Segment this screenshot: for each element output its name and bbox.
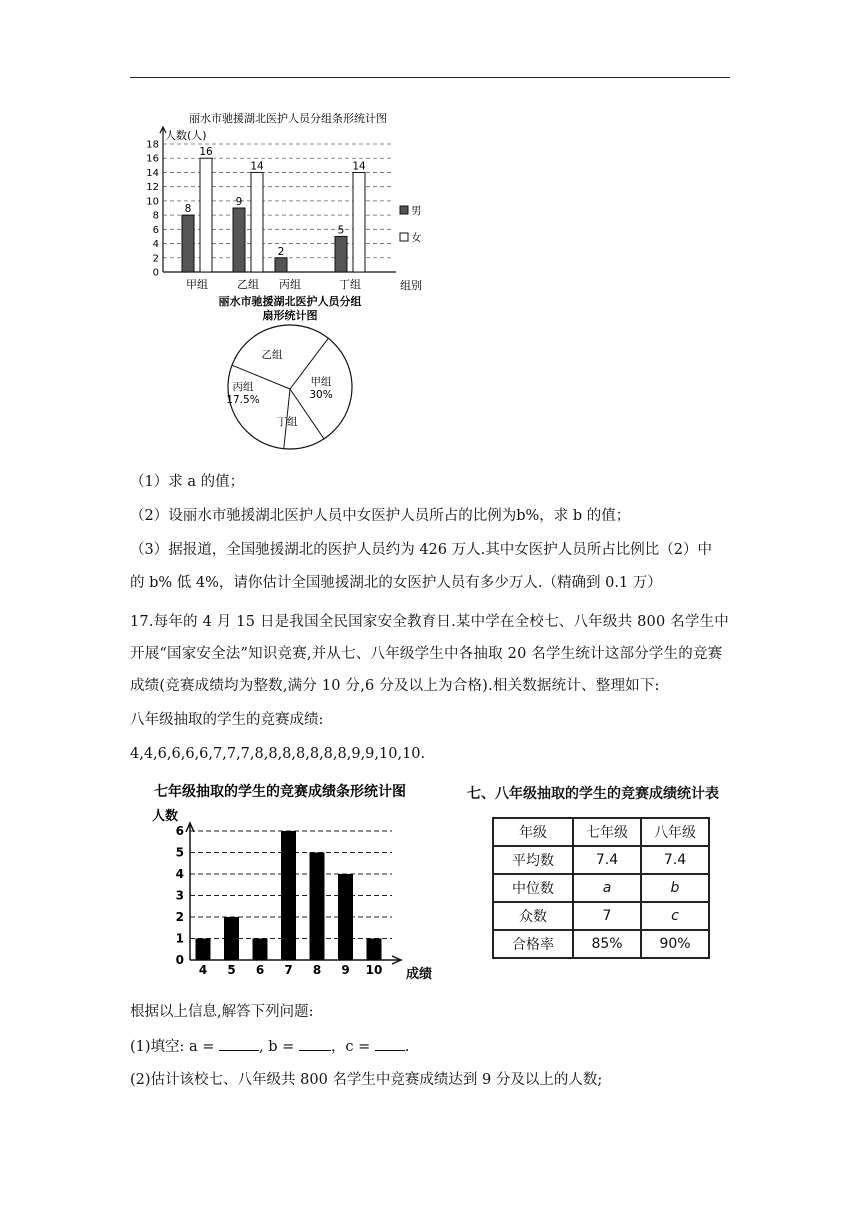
- table-cell: 众数: [493, 902, 573, 930]
- y-tick-label: 8: [152, 210, 159, 222]
- medical-staff-bar-svg: [130, 108, 430, 293]
- table-cell: 中位数: [493, 874, 573, 902]
- table-header-row: [493, 818, 709, 846]
- grade7-bar-chart: [140, 780, 440, 989]
- table-row: [493, 930, 709, 958]
- bar-male: [182, 215, 194, 272]
- blank-b[interactable]: [299, 1036, 331, 1051]
- y-tick-label: 12: [146, 182, 159, 194]
- legend-swatch-female: [400, 233, 408, 241]
- bar: [310, 853, 325, 961]
- x-tick-label: 丙组: [279, 278, 301, 291]
- pie-slice-label: 乙组: [261, 349, 283, 361]
- x-tick-label: 10: [365, 963, 383, 977]
- table-cell: a: [573, 874, 641, 902]
- fill-in-question: [130, 1036, 730, 1057]
- y-tick-label: 4: [152, 239, 159, 251]
- table-cell: 7: [573, 902, 641, 930]
- data-label: 8: [184, 203, 192, 216]
- x-tick-label: 6: [255, 963, 265, 977]
- bar: [367, 939, 382, 961]
- medical-staff-bar-chart: [130, 108, 430, 297]
- blank-a[interactable]: [219, 1036, 259, 1051]
- pie-title-line1: 丽水市驰援湖北医护人员分组: [218, 295, 362, 308]
- intro-text: 根据以上信息,解答下列问题:: [130, 1004, 314, 1020]
- x-tick-label: 5: [227, 963, 236, 977]
- y-tick-label: 0: [152, 267, 159, 279]
- bar-male: [233, 208, 245, 272]
- y-tick-label: 16: [146, 153, 159, 165]
- pie-slice-label: 丙组: [232, 381, 254, 393]
- y-axis-label: 人数(人): [165, 129, 207, 142]
- stats-table-block: [452, 783, 734, 959]
- question-1: （1）求 a 的值；: [130, 474, 245, 490]
- grade7-bar-svg: [140, 780, 440, 985]
- bar-female: [251, 172, 263, 272]
- data-label: 14: [250, 160, 264, 173]
- x-tick-label: 9: [341, 963, 350, 977]
- bar: [281, 831, 296, 960]
- pie-slice-label: 甲组: [310, 376, 332, 388]
- table-cell: 90%: [641, 930, 709, 958]
- header-rule: [130, 77, 730, 78]
- legend-swatch-male: [400, 206, 408, 214]
- y-tick-label: 18: [146, 139, 159, 151]
- bar-female: [353, 172, 365, 272]
- y-tick-label: 4: [175, 867, 184, 881]
- x-tick-label: 4: [198, 963, 208, 977]
- chart-title: 七年级抽取的学生的竞赛成绩条形统计图: [154, 784, 406, 800]
- bar-male: [335, 236, 347, 272]
- y-tick-label: 5: [175, 845, 184, 860]
- y-tick-label: 2: [152, 253, 159, 265]
- table-row: [493, 874, 709, 902]
- grade8-scores: 4,4,6,6,6,6,7,7,7,8,8,8,8,8,8,8,9,9,10,10.: [130, 746, 426, 762]
- pie-slice-label: 丁组: [276, 416, 298, 428]
- table-cell: 平均数: [493, 846, 573, 874]
- y-tick-label: 6: [175, 824, 184, 838]
- chart-title: 丽水市驰援湖北医护人员分组条形统计图: [189, 112, 387, 125]
- table-title: 七、八年级抽取的学生的竞赛成绩统计表: [467, 786, 719, 802]
- question-2b: (2)估计该校七、八年级共 800 名学生中竞赛成绩达到 9 分及以上的人数;: [130, 1072, 603, 1088]
- pie-slice-value: 17.5%: [226, 394, 260, 406]
- grade8-scores-title: 八年级抽取的学生的竞赛成绩:: [130, 712, 324, 728]
- x-tick-label: 丁组: [339, 278, 361, 291]
- x-tick-label: 7: [284, 963, 293, 977]
- y-tick-label: 2: [175, 910, 184, 924]
- pie-slice-value: 30%: [309, 389, 333, 401]
- x-tick-label: 乙组: [237, 278, 259, 291]
- x-axis-label: 成绩: [406, 967, 433, 982]
- problem-17: 17.每年的 4 月 15 日是我国全民国家安全教育日.某中学在全校七、八年级共 800 名学生中开展“国家安全法”知识竞赛,并从七、八年级学生中各抽取 20 名学生统计这部分学生的竞赛成绩(竞赛成绩均为整数,满分 10 分,6 分及以上为合格).相关数据统计、整理如下:: [130, 614, 729, 694]
- data-label: 14: [352, 160, 366, 173]
- y-tick-label: 1: [175, 931, 184, 946]
- medical-staff-pie-chart: [210, 292, 370, 461]
- bar: [196, 939, 211, 961]
- table-row: [493, 902, 709, 930]
- bar-male: [275, 258, 287, 272]
- y-tick-label: 10: [146, 196, 159, 208]
- fill-c-label: ，c =: [330, 1039, 371, 1055]
- table-cell: b: [641, 874, 709, 902]
- x-axis-label: 组别: [400, 279, 422, 292]
- fill-end: .: [404, 1039, 410, 1055]
- question-3-line2: 的 b% 低 4%，请你估计全国驰援湖北的女医护人员有多少万人.（精确到 0.1 万）: [130, 575, 662, 591]
- x-tick-label: 甲组: [186, 278, 208, 291]
- table-header-cell: 八年级: [641, 818, 709, 846]
- y-tick-label: 6: [152, 224, 159, 236]
- data-label: 5: [337, 224, 345, 237]
- table-cell: 85%: [573, 930, 641, 958]
- table-cell: c: [641, 902, 709, 930]
- y-tick-label: 0: [175, 953, 184, 967]
- data-label: 16: [199, 146, 213, 159]
- fill-a-label: (1)填空: a =: [130, 1039, 215, 1055]
- question-3-line1: （3）据报道，全国驰援湖北的医护人员约为 426 万人.其中女医护人员所占比例比（2）中: [130, 542, 712, 558]
- question-2: （2）设丽水市驰援湖北医护人员中女医护人员所占的比例为b%，求 b 的值；: [130, 508, 631, 524]
- table-header-cell: 年级: [493, 818, 573, 846]
- blank-c[interactable]: [375, 1036, 405, 1051]
- table-cell: 7.4: [573, 846, 641, 874]
- bar: [224, 917, 239, 960]
- y-axis-label: 人数: [152, 809, 179, 824]
- legend-label: 男: [411, 205, 422, 217]
- legend-label: 女: [411, 232, 422, 244]
- y-tick-label: 3: [175, 888, 184, 903]
- data-label: 2: [277, 245, 285, 258]
- data-label: 9: [235, 196, 243, 208]
- table-row: [493, 846, 709, 874]
- bar-female: [200, 158, 212, 272]
- y-tick-label: 14: [146, 167, 159, 179]
- medical-staff-pie-svg: [210, 292, 370, 457]
- stats-table: [492, 817, 710, 959]
- table-cell: 合格率: [493, 930, 573, 958]
- bar: [338, 874, 353, 960]
- pie-title-line2: 扇形统计图: [262, 309, 318, 322]
- table-cell: 7.4: [641, 846, 709, 874]
- table-header-cell: 七年级: [573, 818, 641, 846]
- fill-b-label: , b =: [259, 1039, 295, 1055]
- x-tick-label: 8: [312, 963, 322, 977]
- bar: [253, 939, 268, 961]
